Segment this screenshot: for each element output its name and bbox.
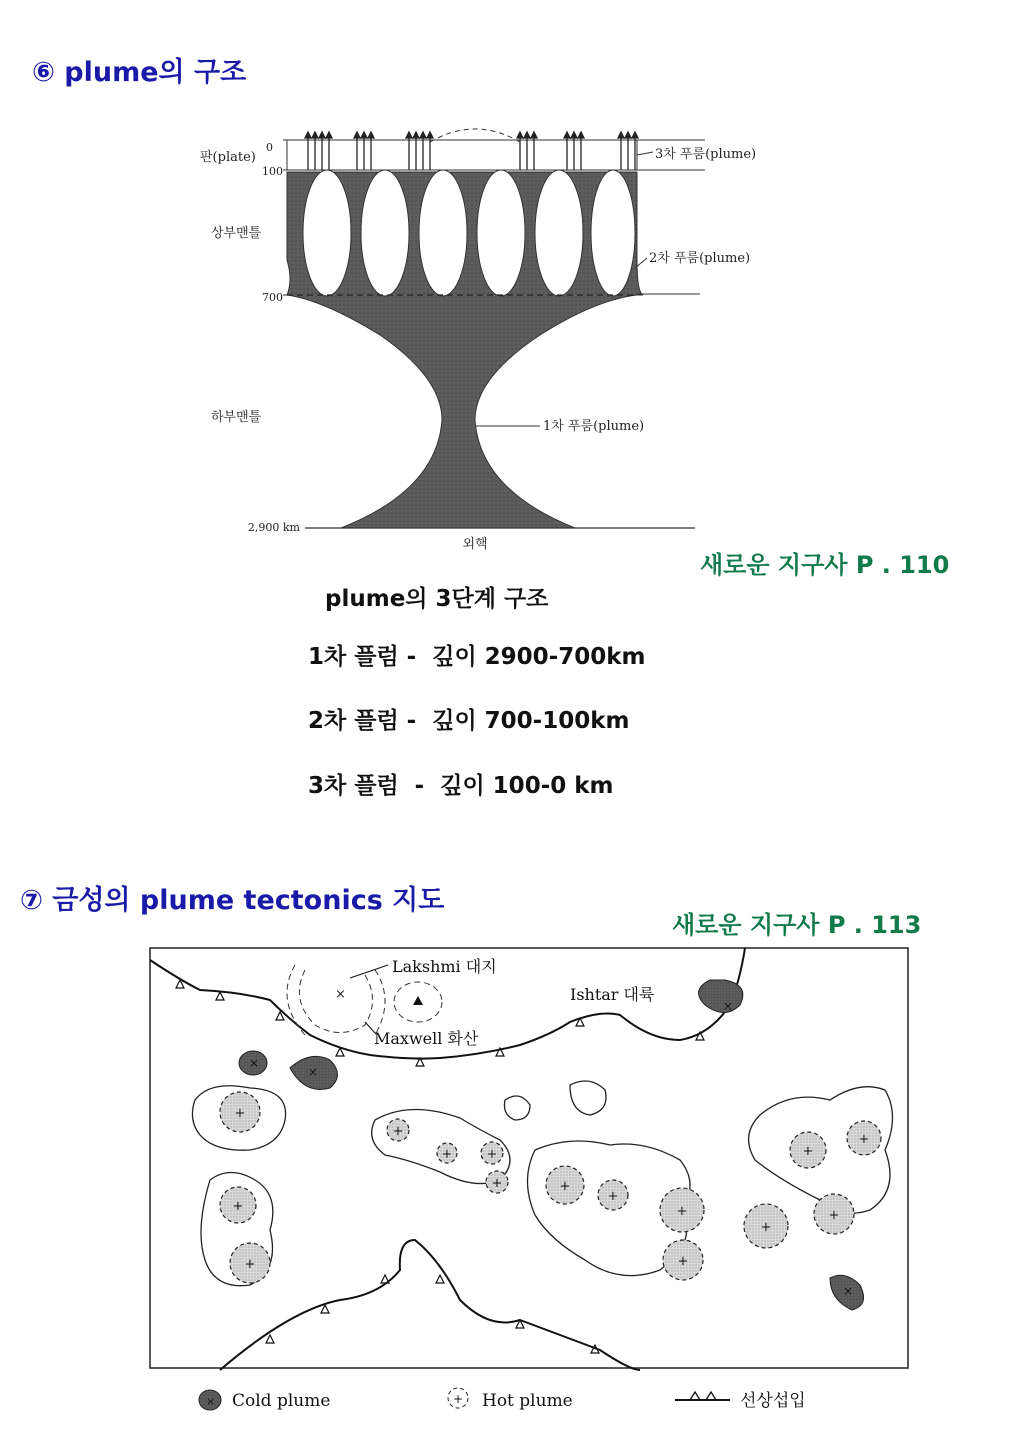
svg-text:+: +: [858, 1132, 870, 1147]
svg-text:×: ×: [249, 1056, 260, 1070]
plume-structure-diagram: [175, 120, 785, 560]
legend-subduction: 선상섭입: [740, 1391, 806, 1411]
svg-text:×: ×: [723, 999, 734, 1013]
plume2-label: 2차 푸룸(plume): [649, 251, 751, 266]
legend-cold-plume: Cold plume: [232, 1391, 331, 1411]
plume2-depth-line: 2차 플럼 - 깊이 700-100km: [308, 708, 630, 734]
svg-text:×: ×: [206, 1395, 216, 1408]
maxwell-label: Maxwell 화산: [374, 1029, 479, 1048]
svg-text:+: +: [676, 1204, 688, 1219]
section6-heading: ⑥ plume의 구조: [32, 57, 247, 88]
svg-text:+: +: [760, 1220, 772, 1235]
depth-700-label: 700: [262, 291, 283, 304]
svg-text:+: +: [441, 1147, 453, 1162]
map-legend: [199, 1388, 806, 1411]
svg-text:+: +: [486, 1147, 498, 1162]
svg-text:+: +: [607, 1189, 619, 1204]
svg-text:+: +: [677, 1254, 689, 1269]
plume3-label: 3차 푸룸(plume): [655, 147, 757, 162]
svg-text:+: +: [452, 1392, 464, 1406]
depth-2900-label: 2,900 km: [247, 521, 300, 534]
upper-mantle-label: 상부맨틀: [211, 226, 262, 241]
outer-core-label: 외핵: [462, 537, 488, 552]
depth-100-label: 100: [262, 165, 283, 178]
svg-text:×: ×: [335, 987, 346, 1002]
depth-0-label: 0: [266, 141, 273, 154]
lower-mantle-label: 하부맨틀: [211, 410, 262, 425]
svg-text:+: +: [491, 1176, 503, 1191]
svg-text:+: +: [234, 1106, 246, 1121]
svg-text:+: +: [232, 1199, 244, 1214]
ishtar-label: Ishtar 대륙: [570, 985, 655, 1004]
svg-text:×: ×: [843, 1284, 854, 1298]
svg-text:×: ×: [308, 1065, 319, 1079]
svg-text:+: +: [244, 1257, 256, 1272]
plume1-depth-line: 1차 플럼 - 깊이 2900-700km: [308, 644, 646, 670]
svg-text:+: +: [802, 1144, 814, 1159]
section7-source: 새로운 지구사 P . 113: [672, 911, 922, 939]
lakshmi-label: Lakshmi 대지: [392, 957, 497, 976]
section7-heading: ⑦ 금성의 plume tectonics 지도: [20, 885, 445, 916]
section6-source: 새로운 지구사 P . 110: [700, 551, 950, 579]
svg-text:+: +: [559, 1179, 571, 1194]
legend-hot-plume: Hot plume: [482, 1391, 573, 1411]
svg-text:+: +: [828, 1208, 840, 1223]
summary-title: plume의 3단계 구조: [325, 586, 549, 612]
plate-layer-label: 판(plate): [200, 150, 256, 165]
venus-plume-tectonics-map: [140, 940, 920, 1430]
plume1-label: 1차 푸룸(plume): [543, 419, 645, 434]
plume3-depth-line: 3차 플럼 - 깊이 100-0 km: [308, 773, 614, 799]
svg-text:+: +: [392, 1124, 404, 1139]
